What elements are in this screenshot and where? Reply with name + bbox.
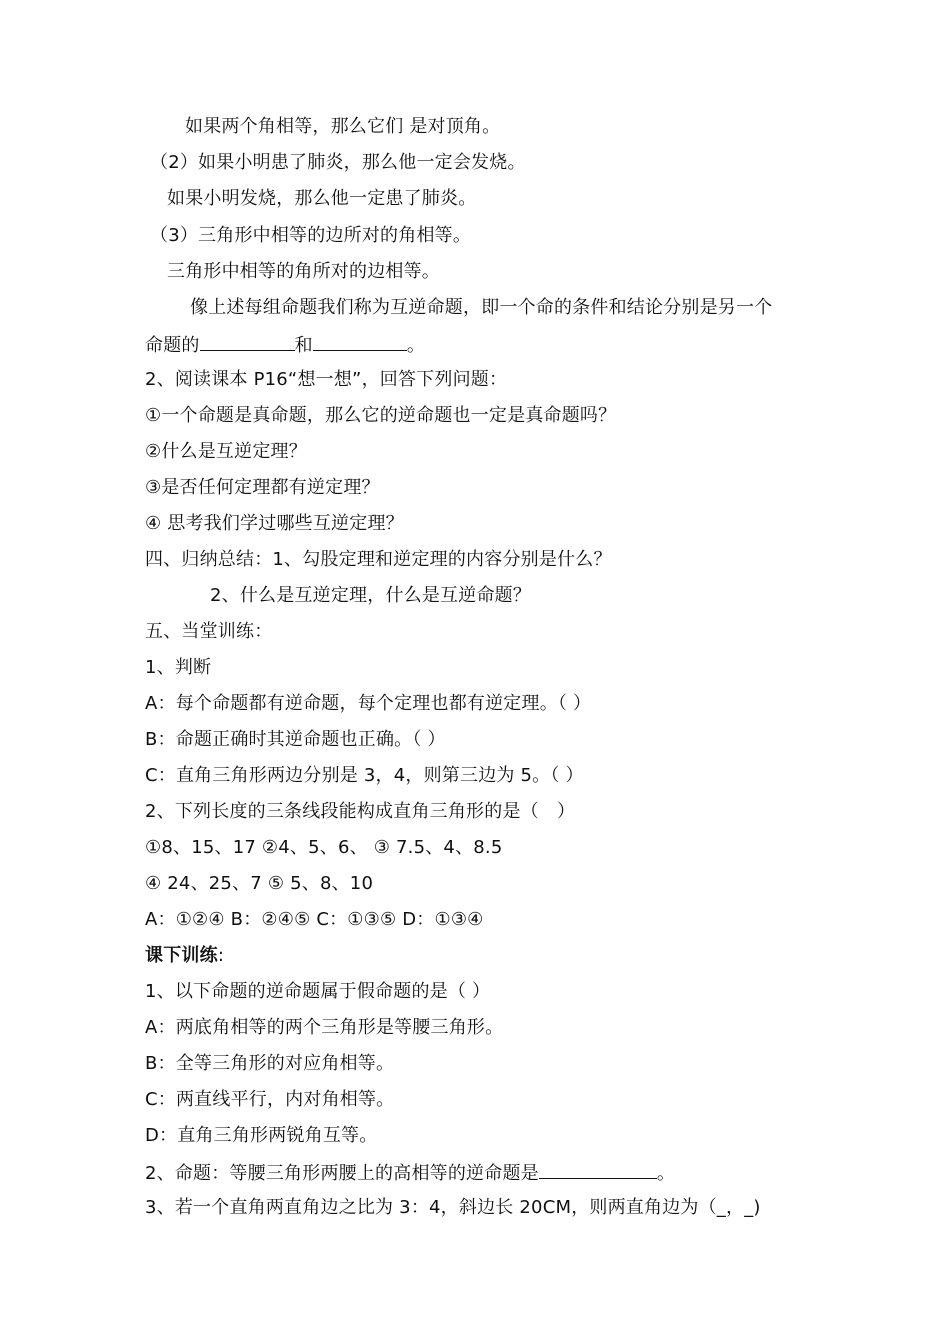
judge-item-a: A：每个命题都有逆命题，每个定理也都有逆定理。（ ） bbox=[145, 693, 592, 714]
definition-text-and: 和 bbox=[294, 335, 313, 356]
hw-question-2 bbox=[145, 1160, 675, 1186]
summary-item-2: 2、什么是互逆定理，什么是互逆命题？ bbox=[210, 585, 532, 606]
definition-paragraph-line2 bbox=[145, 332, 425, 358]
example-3-statement: （3）三角形中相等的边所对的角相等。 bbox=[150, 225, 472, 246]
hw-option-a: A：两底角相等的两个三角形是等腰三角形。 bbox=[145, 1017, 504, 1038]
hw-question-2-end: 。 bbox=[656, 1163, 676, 1184]
hw-option-d: D：直角三角形两锐角互等。 bbox=[145, 1125, 378, 1146]
question-3: ③是否任何定理都有逆定理？ bbox=[145, 477, 380, 498]
definition-paragraph-line1: 像上述每组命题我们称为互逆命题，即一个命的条件和结论分别是另一个 bbox=[190, 297, 773, 318]
choice-answers: A：①②④ B：②④⑤ C：①③⑤ D：①③④ bbox=[145, 909, 484, 930]
hw-option-b: B：全等三角形的对应角相等。 bbox=[145, 1053, 395, 1074]
hw-option-c: C：两直线平行，内对角相等。 bbox=[145, 1089, 395, 1110]
hw-question-1: 1、以下命题的逆命题属于假命题的是（ ） bbox=[145, 981, 491, 1002]
example-3-converse: 三角形中相等的角所对的边相等。 bbox=[167, 261, 440, 282]
choice-options-row2: ④ 24、25、7 ⑤ 5、8、10 bbox=[145, 873, 374, 894]
definition-text-start: 命题的 bbox=[145, 335, 200, 356]
reading-task: 2、阅读课本 P16“想一想”，回答下列问题： bbox=[145, 369, 508, 390]
classroom-practice-heading: 五、当堂训练： bbox=[145, 621, 273, 642]
fill-blank-condition[interactable] bbox=[200, 332, 295, 351]
choice-question: 2、下列长度的三条线段能构成直角三角形的是（ ） bbox=[145, 801, 576, 822]
judge-item-c: C：直角三角形两边分别是 3，4，则第三边为 5。（ ） bbox=[145, 765, 584, 786]
example-2-converse: 如果小明发烧，那么他一定患了肺炎。 bbox=[167, 188, 477, 209]
summary-heading: 四、归纳总结：1、勾股定理和逆定理的内容分别是什么？ bbox=[145, 549, 612, 570]
hw-question-3: 3、若一个直角两直角边之比为 3：4，斜边长 20CM，则两直角边为（_，_) bbox=[145, 1197, 761, 1218]
after-class-heading bbox=[145, 944, 224, 968]
after-class-colon: : bbox=[217, 945, 225, 966]
after-class-title: 课下训练 bbox=[145, 945, 218, 966]
fill-blank-converse[interactable] bbox=[539, 1160, 657, 1179]
question-2: ②什么是互逆定理？ bbox=[145, 441, 307, 462]
converse-example-1b: 如果两个角相等，那么它们 是对顶角。 bbox=[185, 116, 501, 137]
fill-blank-conclusion[interactable] bbox=[313, 332, 407, 351]
question-4: ④ 思考我们学过哪些互逆定理？ bbox=[145, 513, 404, 534]
example-2-statement: （2）如果小明患了肺炎，那么他一定会发烧。 bbox=[150, 152, 526, 173]
judge-item-b: B：命题正确时其逆命题也正确。（ ） bbox=[145, 729, 446, 750]
question-1: ①一个命题是真命题，那么它的逆命题也一定是真命题吗？ bbox=[145, 405, 617, 426]
judge-heading: 1、判断 bbox=[145, 657, 212, 678]
definition-text-end: 。 bbox=[406, 335, 426, 356]
hw-question-2-text: 2、命题：等腰三角形两腰上的高相等的逆命题是 bbox=[145, 1163, 539, 1184]
choice-options-row1: ①8、15、17 ②4、5、6、 ③ 7.5、4、8.5 bbox=[145, 837, 503, 858]
